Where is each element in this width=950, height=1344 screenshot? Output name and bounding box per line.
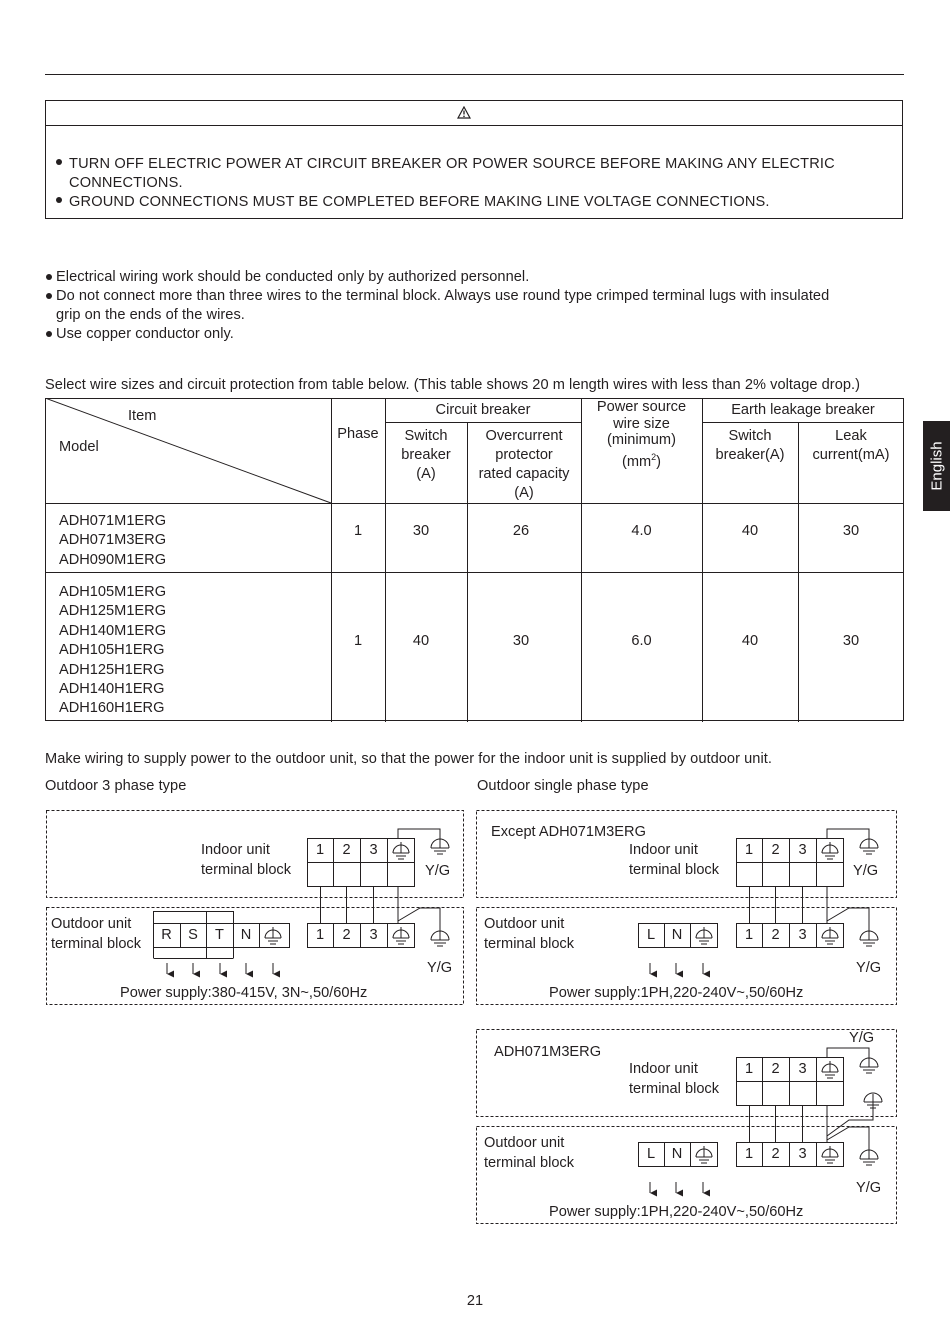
header-circuit-breaker: Circuit breaker bbox=[435, 402, 531, 418]
row-1-model: ADH090M1ERG bbox=[59, 551, 167, 568]
terminal-l: L bbox=[646, 927, 656, 943]
yg-label: Y/G bbox=[849, 1030, 875, 1046]
row-2-model: ADH125H1ERG bbox=[59, 661, 165, 678]
terminal-2: 2 bbox=[771, 1146, 780, 1162]
header-overcurrent-3: rated capacity bbox=[478, 466, 570, 482]
m3-supply: Power supply:1PH,220-240V~,50/60Hz bbox=[549, 1204, 804, 1220]
terminal-n: N bbox=[240, 927, 252, 943]
row-1-el-leak: 30 bbox=[842, 523, 860, 539]
terminal-n: N bbox=[671, 927, 683, 943]
three-phase-supply: Power supply:380-415V, 3N~,50/60Hz bbox=[120, 985, 368, 1001]
terminal-1: 1 bbox=[315, 927, 325, 943]
note-1: Electrical wiring work should be conducted only by authorized personnel. bbox=[56, 269, 530, 285]
row-2-el-switch: 40 bbox=[741, 633, 759, 649]
header-phase: Phase bbox=[337, 426, 379, 442]
terminal-r: R bbox=[161, 927, 172, 943]
terminal-s: S bbox=[188, 927, 198, 943]
single-phase-indoor-label: Indoor unit terminal block bbox=[629, 842, 720, 878]
single-phase-title: Outdoor single phase type bbox=[477, 778, 649, 794]
row-2-model: ADH140H1ERG bbox=[59, 681, 165, 698]
header-el-switch-1: Switch bbox=[728, 428, 772, 444]
row-2-model: ADH125M1ERG bbox=[59, 603, 167, 620]
yg-label: Y/G bbox=[853, 863, 879, 879]
row-2-model: ADH140M1ERG bbox=[59, 622, 167, 639]
terminal-2: 2 bbox=[771, 1061, 780, 1077]
single-phase-outdoor-label: Outdoor unit terminal block bbox=[484, 916, 575, 952]
terminal-3: 3 bbox=[369, 842, 378, 858]
terminal-1: 1 bbox=[315, 842, 325, 858]
header-model: Model bbox=[59, 439, 99, 455]
three-phase-title: Outdoor 3 phase type bbox=[45, 778, 187, 794]
terminal-3: 3 bbox=[798, 927, 807, 943]
warning-line-1: TURN OFF ELECTRIC POWER AT CIRCUIT BREAKER OR POWER SOURCE BEFORE MAKING ANY ELECTRIC bbox=[69, 156, 835, 172]
header-earth-leakage: Earth leakage breaker bbox=[731, 402, 875, 418]
yg-label: Y/G bbox=[856, 960, 882, 976]
row-1-model: ADH071M3ERG bbox=[59, 532, 167, 549]
three-phase-outdoor-label: Outdoor unit terminal block bbox=[51, 916, 142, 952]
row-1-overcurrent: 26 bbox=[512, 523, 530, 539]
header-power-source-2: wire size bbox=[613, 415, 670, 432]
note-3: Use copper conductor only. bbox=[56, 326, 234, 342]
language-tab-label: English bbox=[928, 441, 945, 491]
yg-label: Y/G bbox=[856, 1180, 882, 1196]
warning-line-3: GROUND CONNECTIONS MUST BE COMPLETED BEFORE MAKING LINE VOLTAGE CONNECTIONS. bbox=[69, 194, 770, 210]
terminal-1: 1 bbox=[744, 927, 754, 943]
terminal-3: 3 bbox=[369, 927, 378, 943]
terminal-1: 1 bbox=[744, 842, 754, 858]
row-2-phase: 1 bbox=[353, 633, 363, 649]
single-phase-supply: Power supply:1PH,220-240V~,50/60Hz bbox=[549, 985, 804, 1001]
header-item: Item bbox=[128, 408, 157, 424]
note-2: Do not connect more than three wires to the terminal block. Always use round type crimped terminal lugs with insulated bbox=[56, 288, 830, 304]
terminal-1: 1 bbox=[744, 1061, 754, 1077]
terminal-3: 3 bbox=[798, 1061, 807, 1077]
m3-indoor-label: Indoor unit terminal block bbox=[629, 1061, 720, 1097]
row-1-phase: 1 bbox=[353, 523, 363, 539]
header-overcurrent-4: (A) bbox=[514, 485, 534, 501]
header-power-source-3: (minimum) bbox=[607, 432, 676, 448]
row-2-el-leak: 30 bbox=[842, 633, 860, 649]
terminal-1: 1 bbox=[744, 1146, 754, 1162]
warning-line-2: CONNECTIONS. bbox=[69, 175, 183, 191]
note-2-cont: grip on the ends of the wires. bbox=[56, 307, 245, 323]
header-switch-breaker-2: breaker bbox=[401, 447, 451, 463]
row-1-model: ADH071M1ERG bbox=[59, 513, 167, 529]
terminal-2: 2 bbox=[771, 927, 780, 943]
m3-outdoor-label: Outdoor unit terminal block bbox=[484, 1135, 575, 1171]
m3-model-label: ADH071M3ERG bbox=[494, 1044, 602, 1060]
header-el-leak-2: current(mA) bbox=[812, 447, 890, 463]
wiring-intro: Make wiring to supply power to the outdoor unit, so that the power for the indoor unit is supplied by outdoor unit. bbox=[45, 751, 772, 767]
header-power-source-1: Power source bbox=[596, 399, 687, 415]
header-el-switch-2: breaker(A) bbox=[715, 447, 785, 463]
header-el-leak-1: Leak bbox=[835, 428, 867, 444]
header-power-source-4: $(mm^2)$ bbox=[621, 451, 662, 470]
header-overcurrent-1: Overcurrent bbox=[485, 428, 563, 444]
row-2-wire-size: 6.0 bbox=[631, 633, 652, 649]
terminal-n: N bbox=[671, 1146, 683, 1162]
header-switch-breaker-1: Switch bbox=[404, 428, 448, 444]
terminal-3: 3 bbox=[798, 1146, 807, 1162]
header-overcurrent-2: protector bbox=[495, 447, 553, 463]
except-label: Except ADH071M3ERG bbox=[491, 824, 646, 840]
terminal-l: L bbox=[646, 1146, 656, 1162]
row-2-model: ADH105H1ERG bbox=[59, 642, 165, 659]
header-switch-breaker-3: (A) bbox=[416, 466, 436, 482]
terminal-2: 2 bbox=[771, 842, 780, 858]
yg-label: Y/G bbox=[425, 863, 451, 879]
row-1-switch-breaker: 30 bbox=[412, 523, 430, 539]
row-2-model: ADH160H1ERG bbox=[59, 700, 165, 717]
three-phase-indoor-label: Indoor unit terminal block bbox=[201, 842, 292, 878]
row-2-model: ADH105M1ERG bbox=[59, 584, 167, 600]
terminal-t: T bbox=[215, 927, 224, 943]
row-2-overcurrent: 30 bbox=[512, 633, 530, 649]
row-2-switch-breaker: 40 bbox=[412, 633, 430, 649]
yg-label: Y/G bbox=[427, 960, 453, 976]
table-intro: Select wire sizes and circuit protection from table below. (This table shows 20 m length wires with less than 2% voltage drop.) bbox=[45, 377, 861, 393]
row-1-el-switch: 40 bbox=[741, 523, 759, 539]
terminal-2: 2 bbox=[342, 927, 351, 943]
row-1-wire-size: 4.0 bbox=[631, 523, 652, 539]
page-number: 21 bbox=[466, 1293, 484, 1309]
terminal-2: 2 bbox=[342, 842, 351, 858]
terminal-3: 3 bbox=[798, 842, 807, 858]
